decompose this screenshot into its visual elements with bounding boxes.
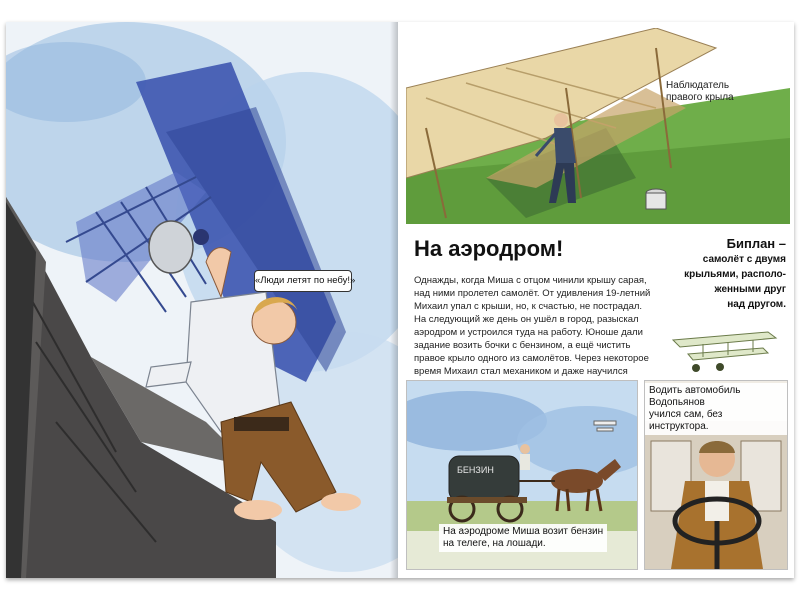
- definition-term: Биплан –: [726, 236, 786, 251]
- book-spread: [6, 22, 794, 578]
- observer-caption-line-2: правого крыла: [666, 92, 734, 103]
- definition-line-4: над другом.: [727, 299, 786, 310]
- left-page-illustration: [6, 22, 398, 578]
- driver-caption-line-2: учился сам, без инструктора.: [649, 409, 723, 432]
- bucket-drawing: [646, 189, 666, 209]
- cart-caption-line-1: На аэродроме Миша возит бензин: [443, 526, 604, 537]
- definition-line-2: крыльями, располо-: [684, 269, 786, 280]
- speech-bubble: «Люди летят по небу!»: [254, 270, 352, 292]
- driver-caption: [645, 383, 787, 435]
- driver-caption-line-1: Водить автомобиль Водопьянов: [649, 385, 741, 408]
- wing-observer-illustration: [406, 28, 790, 224]
- cart-caption: [439, 524, 607, 552]
- driver-on-cart: [520, 444, 530, 470]
- story-paragraph: Однажды, когда Миша с отцом чинили крышу сарая, над ними пролетел самолёт. От удивления 19-летний Михаил упал с крыши, но, к счастью, не пострадал. На следующий же день он ушёл в город, разыскал аэродром и устроился туда на работу. Юноше дали задание возить бочки с бензином, а ещё чистить правое крыло одного из самолётов. Через некоторое время Михаил стал механиком и даже научился: [414, 275, 651, 377]
- cart-caption-line-2: на телеге, на лошади.: [443, 538, 546, 549]
- observer-caption-line-1: Наблюдатель: [666, 80, 730, 91]
- biplane-definition: [668, 236, 786, 312]
- fuel-cart-illustration: [406, 380, 638, 570]
- observer-caption: [666, 80, 776, 104]
- section-headline: На аэродром!: [414, 236, 564, 261]
- roof-fall-illustration: [6, 22, 398, 578]
- definition-line-3: женными друг: [714, 284, 786, 295]
- definition-line-1: самолёт с двумя: [702, 254, 786, 265]
- driver-illustration: [644, 380, 788, 570]
- right-page: [398, 22, 794, 578]
- wing-cleaning-drawing: [406, 28, 790, 224]
- biplane-sketch: [668, 312, 786, 382]
- barrel-label: БЕНЗИН: [457, 465, 494, 475]
